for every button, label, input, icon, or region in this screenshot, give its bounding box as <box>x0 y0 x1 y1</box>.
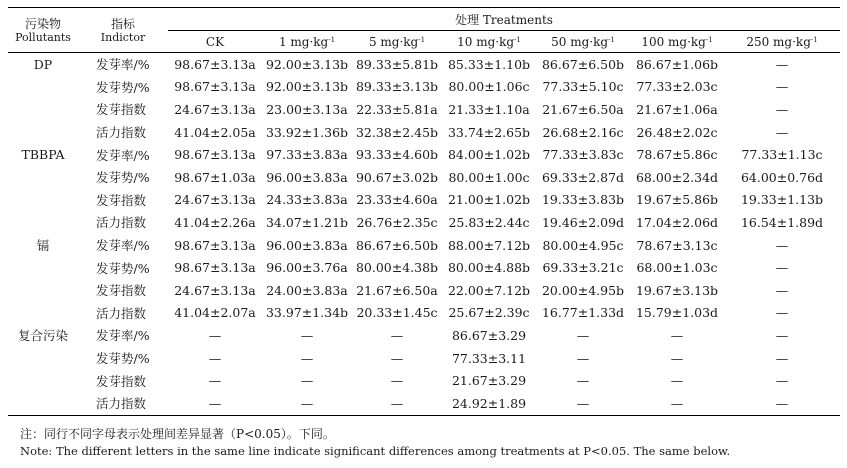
pollutant-blank <box>8 302 78 325</box>
table-row <box>8 347 840 370</box>
value-cell: — <box>775 350 789 366</box>
table-row <box>8 98 840 121</box>
value-cell: 78.67±3.13c <box>636 237 718 253</box>
value-cell: — <box>168 392 262 415</box>
header-treatment-label: CK <box>205 34 225 49</box>
header-treatment-label: 10 mg·kg <box>457 34 515 49</box>
value-cell: 19.67±3.13b <box>635 282 719 298</box>
header-treatment-label: 5 mg·kg <box>368 34 419 49</box>
unit-superscript: -1 <box>418 35 426 44</box>
value-cell: 77.33±3.83c <box>542 147 624 163</box>
value-cell: 89.33±5.81b <box>355 56 439 72</box>
value-cell: 16.54±1.89d <box>740 214 824 230</box>
table-row <box>8 76 840 99</box>
value-cell: — <box>670 327 684 343</box>
value-cell: 33.92±1.36b <box>265 124 349 140</box>
value-cell: — <box>775 237 789 253</box>
value-cell: 80.00±4.95c <box>542 237 624 253</box>
header-treatment-3 <box>442 31 536 53</box>
pollutant-blank <box>8 98 78 121</box>
value-cell: 41.04±2.26a <box>174 214 256 230</box>
indicator-name: 活力指数 <box>96 125 147 141</box>
table-row <box>8 211 840 234</box>
value-cell: 20.00±4.95b <box>541 282 625 298</box>
header-treatments: 处理 Treatments <box>168 8 840 31</box>
value-cell: — <box>390 350 404 366</box>
value-cell: 90.67±3.02b <box>355 169 439 185</box>
unit-superscript: -1 <box>608 35 615 44</box>
header-pollutants <box>8 8 78 53</box>
header-treatment-label: 100 mg·kg <box>641 34 706 49</box>
note-chinese: 注：同行不同字母表示处理间差异显著（P<0.05）。下同。 <box>20 427 335 441</box>
value-cell: — <box>775 282 789 298</box>
value-cell: 80.00±4.88b <box>447 260 531 276</box>
pollutant-blank <box>8 211 78 234</box>
value-cell: — <box>262 392 352 415</box>
pollutant-name: 复合污染 <box>17 328 68 344</box>
value-cell: — <box>300 327 314 343</box>
pollutant-blank <box>8 256 78 279</box>
pollutant-blank <box>8 76 78 99</box>
value-cell: — <box>775 260 789 276</box>
header-treatment-5 <box>630 31 724 53</box>
value-cell: 22.00±7.12b <box>447 282 531 298</box>
value-cell: 24.67±3.13a <box>174 282 256 298</box>
value-cell: 69.33±3.21c <box>542 260 624 276</box>
value-cell: — <box>390 327 404 343</box>
value-cell: 86.67±1.06b <box>635 56 719 72</box>
value-cell: — <box>670 350 684 366</box>
table-row <box>8 143 840 166</box>
value-cell: — <box>775 79 789 95</box>
value-cell: — <box>775 124 789 140</box>
value-cell: 24.92±1.89 <box>442 392 536 415</box>
value-cell: — <box>390 373 404 389</box>
value-cell: 21.33±1.10a <box>448 101 530 117</box>
value-cell: — <box>300 350 314 366</box>
value-cell: 23.33±4.60a <box>356 192 438 208</box>
header-treatment-label: 250 mg·kg <box>746 34 811 49</box>
value-cell: 68.00±2.34d <box>635 169 719 185</box>
header-treatment-0 <box>168 31 262 53</box>
value-cell: 77.33±2.03c <box>636 79 718 95</box>
header-treatment-2 <box>352 31 442 53</box>
value-cell: 98.67±3.13a <box>174 79 256 95</box>
unit-superscript: -1 <box>810 35 818 44</box>
indicator-name: 发芽率/% <box>96 238 150 254</box>
value-cell: 33.97±1.34b <box>265 305 349 321</box>
value-cell: — <box>208 327 222 343</box>
value-cell: 64.00±0.76d <box>740 169 824 185</box>
value-cell: 41.04±2.05a <box>174 124 256 140</box>
indicator-name: 发芽势/% <box>96 351 150 367</box>
value-cell: 20.33±1.45c <box>356 305 438 321</box>
value-cell: 80.00±1.06c <box>448 79 530 95</box>
value-cell: 25.67±2.39c <box>448 305 530 321</box>
value-cell: 80.00±4.38b <box>355 260 439 276</box>
pollutant-name: DP <box>33 56 53 72</box>
table-row <box>8 256 840 279</box>
results-table <box>8 7 840 416</box>
value-cell: 25.83±2.44c <box>448 214 530 230</box>
pollutant-blank <box>8 369 78 392</box>
pollutant-blank <box>8 166 78 189</box>
value-cell: 26.68±2.16c <box>542 124 624 140</box>
header-pollutants-en: Pollutants <box>15 30 71 44</box>
value-cell: 89.33±3.13b <box>355 79 439 95</box>
header-treatment-label: 1 mg·kg <box>278 34 329 49</box>
value-cell: 19.33±3.83b <box>541 192 625 208</box>
indicator-name: 发芽势/% <box>96 79 150 95</box>
table-body <box>8 53 840 416</box>
value-cell: 41.04±2.07a <box>174 305 256 321</box>
value-cell: 97.33±3.83a <box>266 147 348 163</box>
value-cell: 68.00±1.03c <box>636 260 718 276</box>
value-cell: 24.00±3.83a <box>266 282 348 298</box>
value-cell: 69.33±2.87d <box>541 169 625 185</box>
value-cell: 34.07±1.21b <box>265 214 349 230</box>
value-cell: — <box>670 373 684 389</box>
value-cell: 19.46±2.09d <box>541 214 625 230</box>
value-cell: — <box>300 373 314 389</box>
value-cell: 88.00±7.12b <box>447 237 531 253</box>
value-cell: 23.00±3.13a <box>266 101 348 117</box>
value-cell: — <box>775 56 789 72</box>
note-english: Note: The different letters in the same line indicate significant differences among treatments at P<0.05. The same below. <box>20 444 731 458</box>
indicator-name: 发芽率/% <box>96 57 150 73</box>
value-cell: 21.67±6.50a <box>542 101 624 117</box>
value-cell: 98.67±3.13a <box>174 260 256 276</box>
value-cell: — <box>208 350 222 366</box>
indicator-name: 发芽指数 <box>96 102 147 118</box>
value-cell: 77.33±5.10c <box>542 79 624 95</box>
table-row <box>8 369 840 392</box>
value-cell: 80.00±1.00c <box>448 169 530 185</box>
value-cell: — <box>208 373 222 389</box>
value-cell: 21.00±1.02b <box>447 192 531 208</box>
pollutant-blank <box>8 279 78 302</box>
value-cell: 22.33±5.81a <box>356 101 438 117</box>
value-cell: — <box>630 392 724 415</box>
value-cell: — <box>775 327 789 343</box>
value-cell: 86.67±6.50b <box>355 237 439 253</box>
value-cell: 77.33±3.11 <box>451 350 527 366</box>
value-cell: 86.67±6.50b <box>541 56 625 72</box>
value-cell: 21.67±1.06a <box>636 101 718 117</box>
value-cell: 24.67±3.13a <box>174 101 256 117</box>
unit-superscript: -1 <box>328 35 336 44</box>
value-cell: — <box>536 392 630 415</box>
value-cell: 96.00±3.76a <box>266 260 348 276</box>
table-row <box>8 189 840 212</box>
value-cell: 84.00±1.02b <box>447 147 531 163</box>
table-row <box>8 234 840 257</box>
value-cell: 15.79±1.03d <box>635 305 719 321</box>
table-row <box>8 279 840 302</box>
header-treatment-6 <box>724 31 840 53</box>
value-cell: 92.00±3.13b <box>265 79 349 95</box>
indicator-name: 发芽率/% <box>96 328 150 344</box>
indicator-name: 发芽势/% <box>96 260 150 276</box>
value-cell: 86.67±3.29 <box>451 327 527 343</box>
header-indicator-cn: 指标 <box>110 16 135 31</box>
value-cell: 26.48±2.02c <box>636 124 718 140</box>
value-cell: — <box>352 392 442 415</box>
pollutant-blank <box>8 189 78 212</box>
value-cell: 24.67±3.13a <box>174 192 256 208</box>
table-row <box>8 53 840 76</box>
value-cell: 93.33±4.60b <box>355 147 439 163</box>
pollutant-blank <box>8 392 78 415</box>
header-treatment-4 <box>536 31 630 53</box>
unit-superscript: -1 <box>705 35 713 44</box>
unit-superscript: -1 <box>514 35 521 44</box>
value-cell: 24.33±3.83a <box>266 192 348 208</box>
table-row <box>8 302 840 325</box>
pollutant-name: TBBPA <box>21 147 65 163</box>
value-cell: 19.67±5.86b <box>635 192 719 208</box>
header-indicator-en: Indictor <box>100 30 146 44</box>
value-cell: — <box>775 373 789 389</box>
value-cell: — <box>576 327 590 343</box>
table-row <box>8 324 840 347</box>
indicator-name: 发芽指数 <box>96 283 147 299</box>
value-cell: 92.00±3.13b <box>265 56 349 72</box>
value-cell: 96.00±3.83a <box>266 169 348 185</box>
pollutant-name: 镉 <box>36 238 50 254</box>
table-row <box>8 166 840 189</box>
value-cell: 78.67±5.86c <box>636 147 718 163</box>
value-cell: 96.00±3.83a <box>266 237 348 253</box>
indicator-name: 活力指数 <box>96 305 147 321</box>
value-cell: 98.67±3.13a <box>174 56 256 72</box>
value-cell: 19.33±1.13b <box>740 192 824 208</box>
indicator-name: 发芽指数 <box>96 373 147 389</box>
pollutant-blank <box>8 347 78 370</box>
value-cell: — <box>775 305 789 321</box>
value-cell: 16.77±1.33d <box>541 305 625 321</box>
indicator-name: 发芽指数 <box>96 192 147 208</box>
header-pollutants-cn: 污染物 <box>24 16 61 31</box>
indicator-name: 发芽势/% <box>96 170 150 186</box>
value-cell: — <box>775 101 789 117</box>
indicator-name: 活力指数 <box>96 215 147 231</box>
value-cell: 21.67±3.29 <box>451 373 527 389</box>
header-treatment-label: 50 mg·kg <box>551 34 609 49</box>
value-cell: 21.67±6.50a <box>356 282 438 298</box>
value-cell: 26.76±2.35c <box>356 214 438 230</box>
value-cell: 32.38±2.45b <box>355 124 439 140</box>
value-cell: 77.33±1.13c <box>741 147 823 163</box>
header-treatment-1 <box>262 31 352 53</box>
value-cell: — <box>576 350 590 366</box>
table-row <box>8 392 840 415</box>
value-cell: 98.67±1.03a <box>174 169 256 185</box>
value-cell: 33.74±2.65b <box>447 124 531 140</box>
value-cell: 85.33±1.10b <box>447 56 531 72</box>
header-indicator <box>78 8 168 53</box>
indicator-name: 发芽率/% <box>96 147 150 163</box>
indicator-name: 活力指数 <box>78 392 168 415</box>
value-cell: 98.67±3.13a <box>174 237 256 253</box>
value-cell: 98.67±3.13a <box>174 147 256 163</box>
value-cell: — <box>576 373 590 389</box>
pollutant-blank <box>8 121 78 144</box>
table-row <box>8 121 840 144</box>
value-cell: — <box>724 392 840 415</box>
value-cell: 17.04±2.06d <box>635 214 719 230</box>
